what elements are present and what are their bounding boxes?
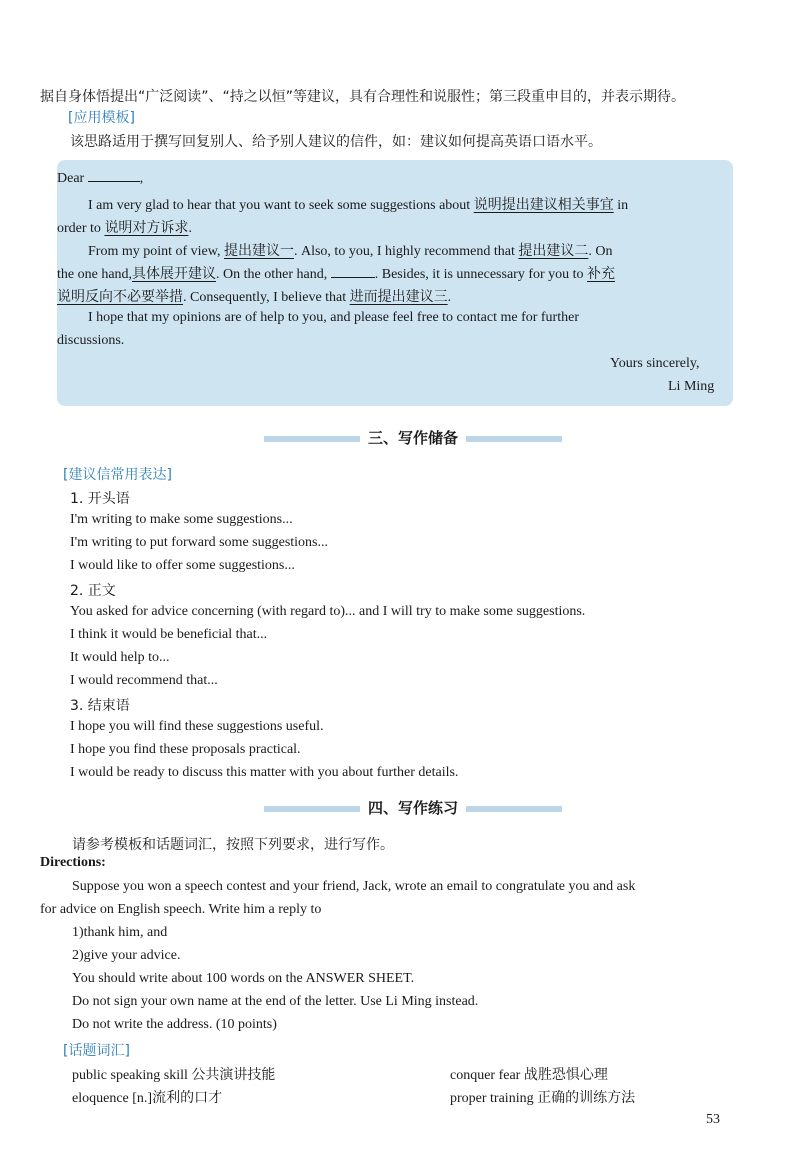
heading-bar-right <box>466 806 562 812</box>
ending-title: 3. 结束语 <box>70 698 130 714</box>
letter-p2-line2 <box>57 263 615 283</box>
intro-text: 据自身体悟提出“广泛阅读”、“持之以恒”等建议，具有合理性和说服性；第三段重申目的，并表示期待。 <box>40 89 686 105</box>
p2-blank <box>331 276 375 278</box>
ending-item-1: I hope you will find these suggestions useful. <box>70 719 324 734</box>
p1-placeholder-request: 说明对方诉求 <box>104 220 189 236</box>
letter-p1-line2 <box>57 217 192 237</box>
directions-line-6: Do not sign your own name at the end of the letter. Use Li Ming instead. <box>72 994 479 1009</box>
p1-text-a: I am very glad to hear that you want to seek some suggestions about <box>88 198 471 213</box>
p2-placeholder-suggestion2: 提出建议二 <box>518 243 589 259</box>
ending-item-3: I would be ready to discuss this matter with you about further details. <box>70 765 459 780</box>
p2-text-g: . Consequently, I believe that <box>183 290 347 305</box>
p2-text-d: the one hand, <box>57 267 133 282</box>
directions-line-3: 1)thank him, and <box>72 925 168 940</box>
vocab-item-2: conquer fear 战胜恐惧心理 <box>450 1068 608 1083</box>
body-item-4: I would recommend that... <box>70 673 218 688</box>
p1-text-b: in <box>617 198 629 213</box>
directions-line-7: Do not write the address. (10 points) <box>72 1017 277 1032</box>
name-blank <box>88 180 140 182</box>
directions-label: Directions: <box>40 855 106 870</box>
letter-p3-line1: I hope that my opinions are of help to you, and please feel free to contact me for further <box>88 310 579 325</box>
letter-p2-line1 <box>88 240 612 260</box>
section3-title: 三、写作储备 <box>368 429 459 447</box>
p2-text-e: . On the other hand, <box>216 267 328 282</box>
template-tag: [应用模板] <box>68 110 135 126</box>
p2-placeholder-suggestion1: 提出建议一 <box>223 243 294 259</box>
letter-greeting <box>57 171 143 187</box>
vocab-item-1: public speaking skill 公共演讲技能 <box>72 1068 276 1083</box>
opening-title: 1. 开头语 <box>70 491 130 507</box>
p2-placeholder-unnecessary: 说明反向不必要举措 <box>57 289 183 305</box>
vocab-tag: [话题词汇] <box>63 1043 130 1059</box>
directions-line-4: 2)give your advice. <box>72 948 181 963</box>
p2-text-c: . On <box>588 244 613 259</box>
body-item-1: You asked for advice concerning (with regard to)... and I will try to make some suggestions. <box>70 604 586 619</box>
p2-text-f: . Besides, it is unnecessary for you to <box>374 267 584 282</box>
p1-placeholder-matter: 说明提出建议相关事宜 <box>473 197 614 213</box>
directions-line-2: for advice on English speech. Write him a reply to <box>40 902 322 917</box>
practice-intro: 请参考模板和话题词汇，按照下列要求，进行写作。 <box>72 837 394 853</box>
expressions-tag: [建议信常用表达] <box>63 467 172 483</box>
letter-p1-line1 <box>88 194 628 214</box>
dear-comma: , <box>139 171 144 186</box>
p2-placeholder-supplement: 补充 <box>587 266 616 282</box>
heading-bar-left <box>264 806 360 812</box>
body-item-2: I think it would be beneficial that... <box>70 627 268 642</box>
body-title: 2. 正文 <box>70 583 116 599</box>
directions-line-5: You should write about 100 words on the ANSWER SHEET. <box>72 971 415 986</box>
letter-p2-line3 <box>57 286 451 306</box>
letter-p3-line2: discussions. <box>57 333 125 348</box>
p1-text-d: . <box>188 221 192 236</box>
directions-line-1: Suppose you won a speech contest and your friend, Jack, wrote an email to congratulate you and ask <box>72 879 636 894</box>
heading-bar-left <box>264 436 360 442</box>
page-number: 53 <box>706 1112 720 1127</box>
dear-text: Dear <box>57 171 85 186</box>
p2-text-h: . <box>447 290 452 305</box>
vocab-item-4: proper training 正确的训练方法 <box>450 1091 636 1106</box>
heading-bar-right <box>466 436 562 442</box>
template-description: 该思路适用于撰写回复别人、给予别人建议的信件，如：建议如何提高英语口语水平。 <box>70 134 602 150</box>
opening-item-2: I'm writing to put forward some suggestions... <box>70 535 328 550</box>
section3-heading <box>256 427 570 448</box>
p1-text-c: order to <box>57 221 101 236</box>
body-item-3: It would help to... <box>70 650 170 665</box>
p2-text-a: From my point of view, <box>88 244 221 259</box>
p2-placeholder-suggestion3: 进而提出建议三 <box>349 289 448 305</box>
p2-text-b: . Also, to you, I highly recommend that <box>293 244 515 259</box>
opening-item-3: I would like to offer some suggestions... <box>70 558 295 573</box>
vocab-item-3: eloquence [n.]流利的口才 <box>72 1091 223 1106</box>
section4-heading <box>256 797 570 818</box>
ending-item-2: I hope you find these proposals practical. <box>70 742 301 757</box>
letter-closing: Yours sincerely, <box>610 356 700 371</box>
opening-item-1: I'm writing to make some suggestions... <box>70 512 293 527</box>
letter-signature: Li Ming <box>668 379 715 394</box>
p2-placeholder-expand: 具体展开建议 <box>132 266 217 282</box>
section4-title: 四、写作练习 <box>368 799 459 817</box>
